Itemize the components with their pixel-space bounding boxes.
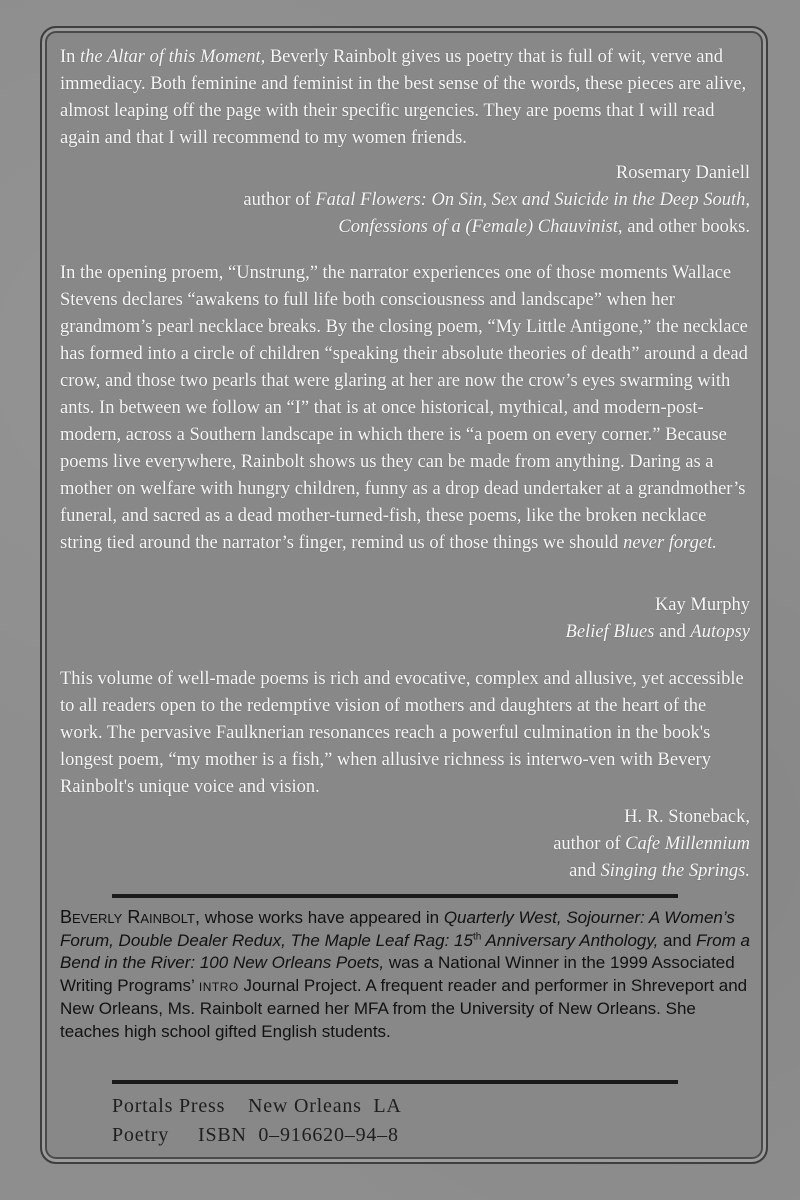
publisher-info — [112, 1092, 402, 1150]
book-title: the Altar of this Moment, — [80, 47, 266, 67]
reviewer-name: Rosemary Daniell — [615, 163, 750, 183]
divider-top — [112, 894, 678, 898]
attribution-hr-stoneback: H. R. Stoneback, author of Cafe Millennium and Singing the Springs. — [60, 804, 750, 885]
reviewer-name: H. R. Stoneback, — [624, 807, 750, 827]
attribution-rosemary-daniell: Rosemary Daniell author of Fatal Flowers: On Sin, Sex and Suicide in the Deep South, Confessions of a (Female) Chauvinist, and other books. — [60, 160, 750, 241]
publisher-city: New Orleans LA — [248, 1095, 402, 1117]
review-hr-stoneback: This volume of well-made poems is rich and evocative, complex and allusive, yet accessible to all readers open to the redemptive vision of mothers and daughters at the heart of the work. The pervasive Faulknerian resonances reach a powerful culmination in the book's longest poem, “my mother is a fish,” when allusive richness is interwo-ven with Bevery Rainbolt's unique voice and vision. — [60, 669, 744, 797]
author-name: Beverly Rainbolt, — [60, 907, 201, 927]
publisher-name: Portals Press — [112, 1095, 226, 1117]
divider-bottom — [112, 1080, 678, 1084]
category: Poetry — [112, 1124, 170, 1146]
attribution-kay-murphy: Kay Murphy Belief Blues and Autopsy — [60, 592, 750, 646]
review-rosemary-daniell: In the Altar of this Moment, Beverly Rainbolt gives us poetry that is full of wit, verve and immediacy. Both feminine and feminist in the best sense of the words, these pieces are alive, almost leaping off the page with their specific urgencies. They are poems that I will read again and that I will recommend to my women friends. — [60, 47, 747, 148]
reviewer-name: Kay Murphy — [654, 595, 750, 615]
isbn: ISBN 0–916620–94–8 — [198, 1124, 399, 1146]
review-kay-murphy: In the opening proem, “Unstrung,” the narrator experiences one of those moments Wallace Stevens declares “awakens to full life both consciousness and landscape” when her grandmom’s pearl necklace breaks. By the closing poem, “My Little Antigone,” the necklace has formed into a circle of children “speaking their absolute theories of death” around a dead crow, and those two pearls that were glaring at her are now the crow’s eyes swarming with ants. In between we follow an “I” that is at once historical, mythical, and modern-post-modern, across a Southern landscape in which there is “a poem on every corner.” Because poems live everywhere, Rainbolt shows us they can be made from anything. Daring as a mother on welfare with hungry children, funny as a drop dead undertaker at a grandmother’s funeral, and sacred as a dead mother-turned-fish, these poems, like the broken necklace string tied around the narrator’s finger, remind us of those things we should never forget. — [60, 263, 748, 553]
author-bio: Beverly Rainbolt, whose works have appeared in Quarterly West, Sojourner: A Women’s Forum, Double Dealer Redux, The Maple Leaf Rag: 15th Anniversary Anthology, and From a Bend in the River: 100 New Orleans Poets, was a National Winner in the 1999 Associated Writing Programs’ INTRO Journal Project. A frequent reader and performer in Shreveport and New Orleans, Ms. Rainbolt earned her MFA from the University of New Orleans. She teaches high school gifted English students. — [60, 907, 750, 1041]
